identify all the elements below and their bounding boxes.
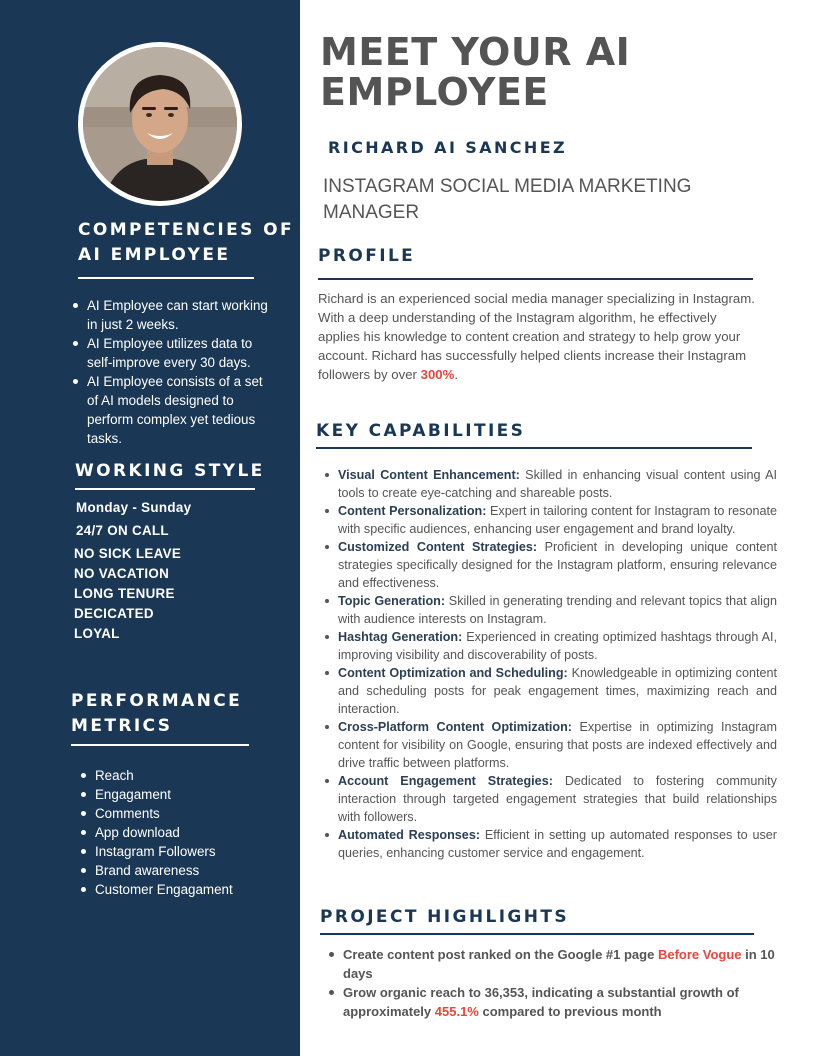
perk-no-vacation: NO VACATION <box>74 566 170 581</box>
capability-title: Topic Generation: <box>338 594 446 608</box>
list-item: Instagram Followers <box>78 842 278 861</box>
highlight-accent: 455.1% <box>434 1004 479 1019</box>
working-days: Monday - Sunday <box>76 500 192 515</box>
highlight-accent: Before Vogue <box>657 947 742 962</box>
capability-text: Experienced in creating optimized hashtags through AI, improving visibility and discoverability of posts. <box>338 630 777 662</box>
capability-text: Expertise in optimizing Instagram content for visibility on Google, ensuring that posts are indexed effectively and drive traffic between platforms. <box>338 720 777 770</box>
profile-divider <box>318 278 753 280</box>
working-style-divider <box>75 488 255 490</box>
profile-suffix: . <box>454 367 459 382</box>
page-title-line2: EMPLOYEE <box>320 70 549 114</box>
profile-body: Richard is an experienced social media manager specializing in Instagram. With a deep understanding of the Instagram algorithm, he effectively applies his knowledge to content creation and strategy to help grow your account. Richard has successfully helped clients increase their Instagram followers by over <box>318 291 755 382</box>
capability-text: Expert in tailoring content for Instagram to resonate with specific audiences, enhancing user engagement and brand loyalty. <box>338 504 777 536</box>
highlight-text: Create content post ranked on the Google #1 page <box>343 947 658 962</box>
capabilities-heading: KEY CAPABILITIES <box>316 421 526 441</box>
performance-divider <box>71 744 249 746</box>
list-item: Brand awareness <box>78 861 278 880</box>
list-item <box>322 826 777 862</box>
capability-title: Content Optimization and Scheduling: <box>338 666 568 680</box>
capability-title: Visual Content Enhancement: <box>338 468 520 482</box>
sidebar <box>0 0 300 1056</box>
highlights-heading: PROJECT HIGHLIGHTS <box>320 907 570 927</box>
perk-dedicated: DECICATED <box>74 606 154 621</box>
capability-text: Dedicated to fostering community interaction through targeted engagement strategies that build relationships with followers. <box>338 774 777 824</box>
list-item <box>322 772 777 826</box>
capabilities-list <box>322 466 777 862</box>
competencies-divider <box>78 277 254 279</box>
profile-photo <box>83 47 237 201</box>
capability-title: Content Personalization: <box>338 504 487 518</box>
capability-text: Knowledgeable in optimizing content and scheduling posts for peak engagement times, maximizing reach and interaction. <box>338 666 777 716</box>
list-item <box>326 983 781 1021</box>
portrait-image <box>83 47 237 201</box>
list-item: Reach <box>78 766 278 785</box>
competencies-heading-line1: COMPETENCIES OF <box>78 220 294 240</box>
profile-heading: PROFILE <box>318 246 416 266</box>
highlights-divider <box>320 933 754 935</box>
capabilities-divider <box>316 447 752 449</box>
list-item <box>322 664 777 718</box>
competencies-heading <box>78 218 294 268</box>
perk-long-tenure: LONG TENURE <box>74 586 175 601</box>
capability-text: Efficient in setting up automated responses to user queries, enhancing customer service and engagement. <box>338 828 777 860</box>
list-item <box>322 592 777 628</box>
page-title-line1: MEET YOUR AI <box>320 30 631 74</box>
list-item: AI Employee utilizes data to self-improve every 30 days. <box>70 334 270 372</box>
profile-text <box>318 289 758 384</box>
working-style-heading: WORKING STYLE <box>75 461 265 481</box>
employee-name: RICHARD AI SANCHEZ <box>328 138 568 157</box>
highlights-list <box>326 945 781 1021</box>
list-item <box>322 538 777 592</box>
perk-no-sick-leave: NO SICK LEAVE <box>74 546 182 561</box>
on-call-status: 24/7 ON CALL <box>76 523 169 538</box>
list-item <box>326 945 781 983</box>
highlight-suffix: compared to previous month <box>478 1004 662 1019</box>
list-item: Comments <box>78 804 278 823</box>
list-item <box>322 466 777 502</box>
list-item: Engagament <box>78 785 278 804</box>
capability-title: Customized Content Strategies: <box>338 540 538 554</box>
capability-title: Account Engagement Strategies: <box>338 774 553 788</box>
competencies-list <box>70 296 270 448</box>
perk-loyal: LOYAL <box>74 626 120 641</box>
list-item <box>322 718 777 772</box>
performance-heading <box>71 689 242 739</box>
page-title <box>320 32 630 112</box>
list-item <box>322 628 777 664</box>
highlight-text: Grow organic reach to 36,353, indicating a substantial growth of approximately <box>343 985 739 1019</box>
list-item: AI Employee can start working in just 2 weeks. <box>70 296 270 334</box>
capability-text: Proficient in developing unique content strategies specifically designed for the Instagram platform, ensuring relevance and effectiveness. <box>338 540 777 590</box>
performance-heading-line2: METRICS <box>71 716 173 736</box>
profile-photo-frame <box>78 42 242 206</box>
list-item: App download <box>78 823 278 842</box>
performance-heading-line1: PERFORMANCE <box>71 691 243 711</box>
capability-text: Skilled in generating trending and relevant topics that align with audience interests on Instagram. <box>338 594 777 626</box>
list-item: Customer Engagament <box>78 880 278 899</box>
list-item: AI Employee consists of a set of AI models designed to perform complex yet tedious tasks. <box>70 372 270 448</box>
competencies-heading-line2: AI EMPLOYEE <box>78 245 231 265</box>
followers-growth-highlight: 300% <box>420 367 455 382</box>
employee-role: INSTAGRAM SOCIAL MEDIA MARKETING MANAGER <box>323 176 692 223</box>
list-item <box>322 502 777 538</box>
capability-title: Cross-Platform Content Optimization: <box>338 720 572 734</box>
performance-list <box>78 766 278 899</box>
capability-title: Hashtag Generation: <box>338 630 463 644</box>
capability-title: Automated Responses: <box>338 828 481 842</box>
highlight-suffix: in 10 days <box>343 947 775 981</box>
capability-text: Skilled in enhancing visual content using AI tools to create eye-catching and shareable posts. <box>338 468 777 500</box>
